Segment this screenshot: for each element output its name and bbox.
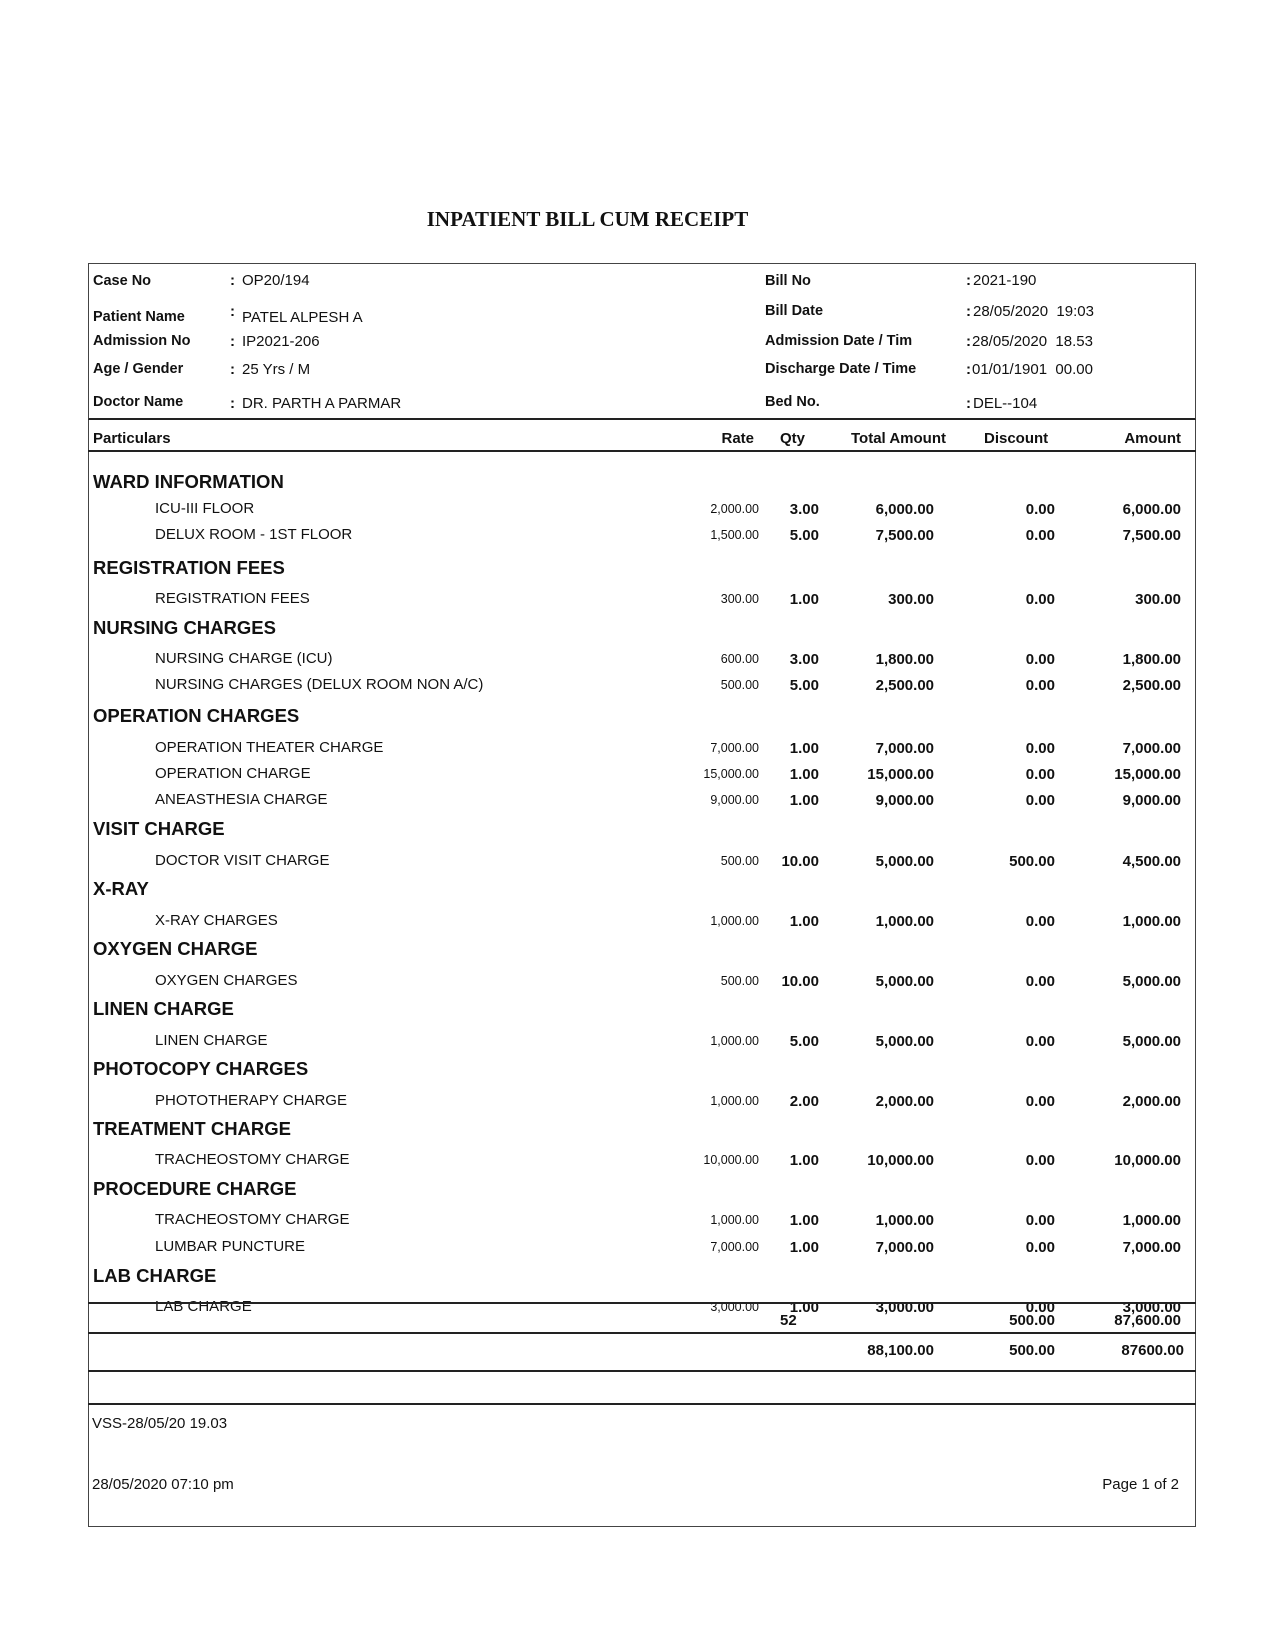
item-total: 5,000.00 bbox=[875, 853, 934, 870]
doctor-name-label: Doctor Name bbox=[93, 394, 184, 410]
item-rate: 1,000.00 bbox=[710, 1213, 759, 1227]
item-rate: 9,000.00 bbox=[710, 793, 759, 807]
item-name: DELUX ROOM - 1ST FLOOR bbox=[155, 526, 353, 543]
item-total: 1,800.00 bbox=[875, 651, 934, 668]
bill-date-value: 28/05/2020 19:03 bbox=[973, 303, 1094, 320]
item-amount: 3,000.00 bbox=[1122, 1299, 1181, 1316]
item-total: 7,500.00 bbox=[875, 527, 934, 544]
item-name: LINEN CHARGE bbox=[155, 1032, 268, 1049]
item-amount: 1,000.00 bbox=[1122, 1212, 1181, 1229]
grand-discount: 500.00 bbox=[1009, 1342, 1055, 1359]
section-heading: PROCEDURE CHARGE bbox=[93, 1178, 297, 1199]
item-qty: 1.00 bbox=[789, 591, 819, 608]
item-amount: 1,000.00 bbox=[1122, 913, 1181, 930]
bill-no-label: Bill No bbox=[765, 273, 811, 289]
item-name: OPERATION CHARGE bbox=[155, 765, 311, 782]
item-rate: 3,000.00 bbox=[710, 1300, 759, 1314]
patient-name-value: PATEL ALPESH A bbox=[242, 309, 363, 326]
item-amount: 10,000.00 bbox=[1114, 1152, 1181, 1169]
item-amount: 7,500.00 bbox=[1122, 527, 1181, 544]
section-heading: NURSING CHARGES bbox=[93, 617, 276, 638]
section-heading: TREATMENT CHARGE bbox=[93, 1118, 292, 1139]
item-qty: 5.00 bbox=[789, 677, 819, 694]
item-amount: 300.00 bbox=[1135, 591, 1181, 608]
section-heading: REGISTRATION FEES bbox=[93, 557, 285, 578]
subtotal-bottom-line bbox=[88, 1332, 1196, 1334]
admission-date-label: Admission Date / Tim bbox=[765, 333, 913, 349]
item-discount: 0.00 bbox=[1025, 913, 1055, 930]
case-no-value: OP20/194 bbox=[242, 272, 310, 289]
item-rate: 1,000.00 bbox=[710, 914, 759, 928]
section-heading: PHOTOCOPY CHARGES bbox=[93, 1058, 309, 1079]
item-discount: 0.00 bbox=[1025, 1239, 1055, 1256]
item-total: 6,000.00 bbox=[875, 501, 934, 518]
item-discount: 0.00 bbox=[1025, 591, 1055, 608]
item-name: LUMBAR PUNCTURE bbox=[155, 1238, 306, 1255]
admission-no-colon: : bbox=[230, 333, 235, 350]
section-heading: X-RAY bbox=[93, 878, 149, 899]
item-name: REGISTRATION FEES bbox=[155, 590, 310, 607]
col-total-amount: Total Amount bbox=[851, 430, 946, 447]
section-heading: VISIT CHARGE bbox=[93, 818, 225, 839]
item-rate: 1,500.00 bbox=[710, 528, 759, 542]
subtotal-top-line bbox=[88, 1302, 1196, 1304]
item-discount: 0.00 bbox=[1025, 527, 1055, 544]
item-rate: 600.00 bbox=[720, 652, 759, 666]
item-qty: 5.00 bbox=[789, 1033, 819, 1050]
col-particulars: Particulars bbox=[93, 430, 171, 447]
item-qty: 2.00 bbox=[789, 1093, 819, 1110]
header-underline bbox=[88, 450, 1196, 452]
bill-title: INPATIENT BILL CUM RECEIPT bbox=[426, 207, 749, 231]
item-name: TRACHEOSTOMY CHARGE bbox=[155, 1211, 350, 1228]
item-name: NURSING CHARGES (DELUX ROOM NON A/C) bbox=[155, 676, 484, 693]
item-amount: 1,800.00 bbox=[1122, 651, 1181, 668]
item-amount: 7,000.00 bbox=[1122, 740, 1181, 757]
section-heading: LAB CHARGE bbox=[93, 1265, 217, 1286]
bill-date-colon: : bbox=[966, 303, 971, 320]
subtotal-discount: 500.00 bbox=[1009, 1312, 1055, 1329]
discharge-date-label: Discharge Date / Time bbox=[765, 361, 917, 377]
item-name: X-RAY CHARGES bbox=[155, 912, 278, 929]
item-total: 7,000.00 bbox=[875, 1239, 934, 1256]
patient-name-label: Patient Name bbox=[93, 309, 185, 325]
item-total: 5,000.00 bbox=[875, 973, 934, 990]
item-name: DOCTOR VISIT CHARGE bbox=[155, 852, 330, 869]
age-gender-value: 25 Yrs / M bbox=[242, 361, 311, 378]
item-rate: 500.00 bbox=[720, 678, 759, 692]
item-rate: 10,000.00 bbox=[703, 1153, 759, 1167]
item-rate: 500.00 bbox=[720, 974, 759, 988]
item-discount: 0.00 bbox=[1025, 1093, 1055, 1110]
item-qty: 1.00 bbox=[789, 1152, 819, 1169]
item-total: 2,500.00 bbox=[875, 677, 934, 694]
item-amount: 15,000.00 bbox=[1114, 766, 1181, 783]
col-discount: Discount bbox=[984, 430, 1049, 447]
subtotal-amount: 87,600.00 bbox=[1114, 1312, 1181, 1329]
section-heading: WARD INFORMATION bbox=[93, 471, 284, 492]
admission-no-value: IP2021-206 bbox=[242, 333, 320, 350]
item-discount: 0.00 bbox=[1025, 677, 1055, 694]
bill-frame bbox=[88, 263, 1196, 1527]
item-discount: 0.00 bbox=[1025, 1299, 1055, 1316]
item-amount: 5,000.00 bbox=[1122, 973, 1181, 990]
item-name: PHOTOTHERAPY CHARGE bbox=[155, 1092, 347, 1109]
item-total: 1,000.00 bbox=[875, 1212, 934, 1229]
item-qty: 1.00 bbox=[789, 1239, 819, 1256]
item-rate: 7,000.00 bbox=[710, 1240, 759, 1254]
item-amount: 6,000.00 bbox=[1122, 501, 1181, 518]
item-total: 9,000.00 bbox=[875, 792, 934, 809]
bill-no-colon: : bbox=[966, 272, 971, 289]
item-discount: 0.00 bbox=[1025, 501, 1055, 518]
bill-date-label: Bill Date bbox=[765, 303, 824, 319]
item-total: 10,000.00 bbox=[867, 1152, 934, 1169]
item-name: TRACHEOSTOMY CHARGE bbox=[155, 1151, 350, 1168]
item-qty: 10.00 bbox=[781, 853, 819, 870]
user-stamp: VSS-28/05/20 19.03 bbox=[92, 1415, 228, 1432]
item-qty: 1.00 bbox=[789, 740, 819, 757]
item-amount: 4,500.00 bbox=[1122, 853, 1181, 870]
item-rate: 1,000.00 bbox=[710, 1094, 759, 1108]
section-heading: OPERATION CHARGES bbox=[93, 705, 300, 726]
item-rate: 300.00 bbox=[720, 592, 759, 606]
item-rate: 1,000.00 bbox=[710, 1034, 759, 1048]
footer-top-line bbox=[88, 1403, 1196, 1405]
item-amount: 2,000.00 bbox=[1122, 1093, 1181, 1110]
item-total: 3,000.00 bbox=[875, 1299, 934, 1316]
admission-no-label: Admission No bbox=[93, 333, 191, 349]
item-amount: 9,000.00 bbox=[1122, 792, 1181, 809]
age-gender-label: Age / Gender bbox=[93, 361, 184, 377]
admission-date-value: 28/05/2020 18.53 bbox=[972, 333, 1093, 350]
section-heading: LINEN CHARGE bbox=[93, 998, 234, 1019]
item-qty: 3.00 bbox=[789, 651, 819, 668]
item-discount: 0.00 bbox=[1025, 1033, 1055, 1050]
item-discount: 0.00 bbox=[1025, 651, 1055, 668]
item-qty: 1.00 bbox=[789, 766, 819, 783]
col-amount: Amount bbox=[1124, 430, 1181, 447]
section-heading: OXYGEN CHARGE bbox=[93, 938, 258, 959]
bed-no-label: Bed No. bbox=[765, 394, 820, 410]
item-amount: 5,000.00 bbox=[1122, 1033, 1181, 1050]
case-no-label: Case No bbox=[93, 273, 152, 289]
item-discount: 0.00 bbox=[1025, 1152, 1055, 1169]
item-name: OXYGEN CHARGES bbox=[155, 972, 298, 989]
item-name: NURSING CHARGE (ICU) bbox=[155, 650, 333, 667]
item-amount: 7,000.00 bbox=[1122, 1239, 1181, 1256]
grand-amount: 87600.00 bbox=[1121, 1342, 1184, 1359]
item-discount: 0.00 bbox=[1025, 740, 1055, 757]
item-discount: 0.00 bbox=[1025, 766, 1055, 783]
item-total: 300.00 bbox=[888, 591, 934, 608]
item-discount: 500.00 bbox=[1009, 853, 1055, 870]
doctor-name-value: DR. PARTH A PARMAR bbox=[242, 395, 402, 412]
item-total: 5,000.00 bbox=[875, 1033, 934, 1050]
col-qty: Qty bbox=[780, 430, 806, 447]
item-qty: 5.00 bbox=[789, 527, 819, 544]
item-rate: 7,000.00 bbox=[710, 741, 759, 755]
patient-name-colon: : bbox=[230, 303, 235, 320]
subtotal-qty: 52 bbox=[780, 1312, 797, 1329]
bed-no-colon: : bbox=[966, 395, 971, 412]
item-amount: 2,500.00 bbox=[1122, 677, 1181, 694]
item-qty: 1.00 bbox=[789, 792, 819, 809]
item-name: ICU-III FLOOR bbox=[155, 500, 255, 517]
age-gender-colon: : bbox=[230, 361, 235, 378]
col-rate: Rate bbox=[721, 430, 754, 447]
bed-no-value: DEL--104 bbox=[973, 395, 1038, 412]
item-total: 15,000.00 bbox=[867, 766, 934, 783]
admission-date-colon: : bbox=[966, 333, 971, 350]
item-name: ANEASTHESIA CHARGE bbox=[155, 791, 328, 808]
item-discount: 0.00 bbox=[1025, 1212, 1055, 1229]
printed-at: 28/05/2020 07:10 pm bbox=[92, 1476, 234, 1493]
item-qty: 3.00 bbox=[789, 501, 819, 518]
discharge-date-colon: : bbox=[966, 361, 971, 378]
discharge-date-value: 01/01/1901 00.00 bbox=[972, 361, 1093, 378]
case-no-colon: : bbox=[230, 272, 235, 289]
item-total: 2,000.00 bbox=[875, 1093, 934, 1110]
item-rate: 15,000.00 bbox=[703, 767, 759, 781]
item-qty: 1.00 bbox=[789, 1212, 819, 1229]
item-rate: 2,000.00 bbox=[710, 502, 759, 516]
doctor-name-colon: : bbox=[230, 395, 235, 412]
item-discount: 0.00 bbox=[1025, 973, 1055, 990]
item-qty: 1.00 bbox=[789, 913, 819, 930]
item-qty: 10.00 bbox=[781, 973, 819, 990]
bill-no-value: 2021-190 bbox=[973, 272, 1037, 289]
grand-total-line bbox=[88, 1370, 1196, 1372]
item-rate: 500.00 bbox=[720, 854, 759, 868]
item-discount: 0.00 bbox=[1025, 792, 1055, 809]
grand-total: 88,100.00 bbox=[867, 1342, 934, 1359]
item-name: LAB CHARGE bbox=[155, 1298, 252, 1315]
item-name: OPERATION THEATER CHARGE bbox=[155, 739, 384, 756]
page-number: Page 1 of 2 bbox=[1102, 1476, 1179, 1493]
item-qty: 1.00 bbox=[789, 1299, 819, 1316]
item-total: 1,000.00 bbox=[875, 913, 934, 930]
item-total: 7,000.00 bbox=[875, 740, 934, 757]
